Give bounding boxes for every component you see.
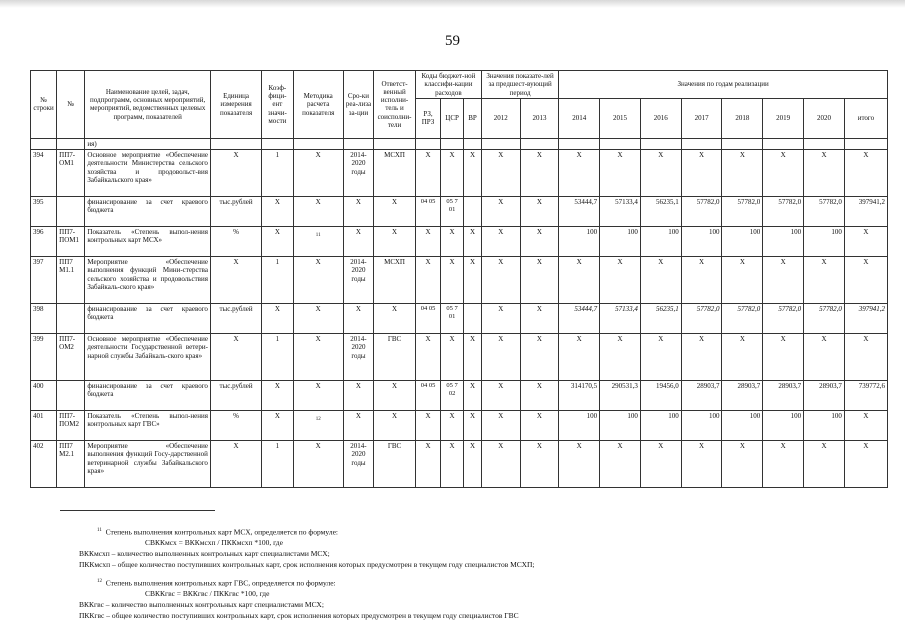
cell-2015: Х (600, 441, 641, 488)
cell-rz: 04 05 (415, 381, 440, 411)
row-code (57, 197, 85, 227)
cell-2016: 56235,1 (640, 304, 681, 334)
cell-vr: Х (464, 150, 482, 197)
cell-2015: Х (600, 257, 641, 304)
cell-vr: Х (464, 257, 482, 304)
row-code (57, 381, 85, 411)
cell-2016: 100 (640, 227, 681, 257)
table-header (31, 71, 888, 139)
table-row (31, 304, 888, 334)
cell-vr: Х (464, 411, 482, 441)
cell-2020: 57782,0 (804, 304, 845, 334)
cell-rz: Х (415, 441, 440, 488)
cell-2017: Х (681, 334, 722, 381)
table-row (31, 257, 888, 304)
footnotes (79, 527, 877, 622)
cell-2019: 57782,0 (763, 304, 804, 334)
cell-2018: 57782,0 (722, 197, 763, 227)
cell-coefficient: Х (262, 411, 293, 441)
cell-coefficient: Х (262, 304, 293, 334)
header-row-number: № строки (31, 71, 57, 139)
cell-2017: 57782,0 (681, 304, 722, 334)
cell-rz: Х (415, 150, 440, 197)
cell-2020: Х (804, 257, 845, 304)
header-year-2020: 2020 (804, 98, 845, 138)
cell-responsible: МСХП (374, 257, 416, 304)
carryover-text: ия) (85, 138, 211, 149)
cell-2015: Х (600, 150, 641, 197)
cell-2016: Х (640, 441, 681, 488)
row-number: 400 (31, 381, 57, 411)
cell-2017: 100 (681, 411, 722, 441)
cell-2016: Х (640, 334, 681, 381)
cell-terms: 2014-2020 годы (343, 150, 373, 197)
cell-2019: Х (763, 257, 804, 304)
cell-terms: Х (343, 197, 373, 227)
cell-2017: 57782,0 (681, 197, 722, 227)
row-code (57, 304, 85, 334)
cell-total: Х (844, 334, 887, 381)
row-number: 394 (31, 150, 57, 197)
row-name: финансирование за счет краевого бюджета (85, 197, 211, 227)
cell-2013: Х (520, 411, 559, 441)
cell-2016: 100 (640, 411, 681, 441)
footnote-12-def-2: ПККгвс – общее количество поступивших контрольных карт, срок исполнения которых предусмотрен в текущем году специалистов ГВС (79, 611, 519, 621)
cell-vr: Х (464, 334, 482, 381)
cell-unit: тыс.рублей (210, 381, 261, 411)
cell-2014: Х (559, 257, 600, 304)
header-rz: РЗ, ПРЗ (415, 98, 440, 138)
footnote-ref-11: 11 (315, 233, 321, 238)
cell-unit: Х (210, 441, 261, 488)
cell-method: Х (293, 197, 343, 227)
footnote-separator (60, 510, 215, 511)
cell-vr: Х (464, 381, 482, 411)
cell-terms: 2014-2020 годы (343, 334, 373, 381)
cell-method (293, 411, 343, 441)
cell-terms: Х (343, 304, 373, 334)
cell-responsible: Х (374, 381, 416, 411)
cell-2013: Х (520, 197, 559, 227)
cell-2018: 100 (722, 411, 763, 441)
cell-total: 739772,6 (844, 381, 887, 411)
cell-2018: Х (722, 150, 763, 197)
row-number: 396 (31, 227, 57, 257)
cell-coefficient: 1 (262, 441, 293, 488)
cell-responsible: Х (374, 304, 416, 334)
cell-csr: Х (441, 150, 464, 197)
cell-total: 397941,2 (844, 304, 887, 334)
header-previous-period: Значения показате-лей за предшест-вующий период (481, 71, 558, 99)
cell-rz: Х (415, 257, 440, 304)
cell-2020: 100 (804, 411, 845, 441)
cell-terms: Х (343, 411, 373, 441)
cell-2020: Х (804, 150, 845, 197)
cell-2014: Х (559, 334, 600, 381)
cell-2012: Х (481, 197, 520, 227)
footnote-12-mark: 12 (97, 579, 102, 584)
cell-terms: 2014-2020 годы (343, 441, 373, 488)
row-name: Мероприятие «Обеспечение выполнения функций Мини-стерства сельского хозяйства и продовольствия Забайкаль-ского края» (85, 257, 211, 304)
header-method: Методика расчета показателя (293, 71, 343, 139)
cell-responsible: Х (374, 227, 416, 257)
footnote-12-def-1: ВККгвс – количество выполненных контрольных карт специалистами МСХ; (79, 600, 324, 610)
cell-unit: Х (210, 150, 261, 197)
footnote-11-def-1: ВККмсхп – количество выполненных контрольных карт специалистами МСХ; (79, 549, 330, 559)
row-name: Показатель «Степень выпол-нения контрольных карт ГВС» (85, 411, 211, 441)
cell-responsible: Х (374, 197, 416, 227)
table-row (31, 227, 888, 257)
cell-2019: 100 (763, 411, 804, 441)
cell-coefficient: 1 (262, 334, 293, 381)
cell-2020: Х (804, 441, 845, 488)
cell-2017: 28903,7 (681, 381, 722, 411)
page-number: 59 (445, 33, 460, 49)
cell-rz: Х (415, 334, 440, 381)
cell-2018: Х (722, 257, 763, 304)
cell-method: Х (293, 304, 343, 334)
row-name: Основное мероприятие «Обеспечение деятельности Государственной ветери-нарной службы Забайкаль-ского края» (85, 334, 211, 381)
header-year-2018: 2018 (722, 98, 763, 138)
row-number: 395 (31, 197, 57, 227)
header-total: итого (844, 98, 887, 138)
footnote-11-title (97, 527, 877, 538)
cell-method: Х (293, 381, 343, 411)
header-name: Наименование целей, задач, подпрограмм, основных мероприятий, мероприятий, ведомственных целевых программ, показателей (85, 71, 211, 139)
cell-2016: Х (640, 257, 681, 304)
cell-csr: Х (441, 227, 464, 257)
cell-2020: Х (804, 334, 845, 381)
row-name: финансирование за счет краевого бюджета (85, 381, 211, 411)
cell-coefficient: 1 (262, 150, 293, 197)
cell-2019: Х (763, 441, 804, 488)
cell-unit: Х (210, 257, 261, 304)
program-indicators-table (30, 70, 888, 488)
cell-2018: 57782,0 (722, 304, 763, 334)
table-row-carryover (31, 138, 888, 149)
cell-responsible: МСХП (374, 150, 416, 197)
cell-2012: Х (481, 257, 520, 304)
cell-2014: 100 (559, 411, 600, 441)
cell-2015: Х (600, 334, 641, 381)
cell-csr: Х (441, 411, 464, 441)
cell-2015: 100 (600, 411, 641, 441)
header-year-2017: 2017 (681, 98, 722, 138)
cell-2012: Х (481, 150, 520, 197)
header-terms: Сро-ки реа-лиза за-ции (343, 71, 373, 139)
cell-2013: Х (520, 150, 559, 197)
cell-csr: 05 7 01 (441, 197, 464, 227)
cell-rz: 04 05 (415, 197, 440, 227)
cell-method: Х (293, 150, 343, 197)
row-name: Показатель «Степень выпол-нения контрольных карт МСХ» (85, 227, 211, 257)
cell-method: Х (293, 257, 343, 304)
cell-2012: Х (481, 334, 520, 381)
cell-unit: % (210, 411, 261, 441)
footnote-ref-12: 12 (315, 417, 321, 422)
header-responsible: Ответст-венный исполни-тель и соисполни-тели (374, 71, 416, 139)
cell-2019: Х (763, 334, 804, 381)
cell-2018: 100 (722, 227, 763, 257)
cell-terms: 2014-2020 годы (343, 257, 373, 304)
cell-vr: Х (464, 227, 482, 257)
cell-2020: 57782,0 (804, 197, 845, 227)
cell-2017: 100 (681, 227, 722, 257)
footnote-11-def-2: ПККмсхп – общее количество поступивших контрольных карт, срок исполнения которых предусмотрен в текущем году специалистов МСХП; (79, 560, 535, 570)
cell-2016: 19456,0 (640, 381, 681, 411)
cell-2012: Х (481, 441, 520, 488)
cell-2012: Х (481, 227, 520, 257)
footnote-11-text: Степень выполнения контрольных карт МСХ, определяется по формуле: (105, 527, 339, 537)
cell-rz: Х (415, 227, 440, 257)
header-year-2014: 2014 (559, 98, 600, 138)
cell-2013: Х (520, 381, 559, 411)
table-row (31, 441, 888, 488)
cell-coefficient: Х (262, 197, 293, 227)
cell-coefficient: Х (262, 381, 293, 411)
cell-2013: Х (520, 334, 559, 381)
row-number: 402 (31, 441, 57, 488)
cell-coefficient: 1 (262, 257, 293, 304)
cell-2015: 290531,3 (600, 381, 641, 411)
cell-terms: Х (343, 381, 373, 411)
cell-csr: 05 7 01 (441, 304, 464, 334)
cell-2014: Х (559, 150, 600, 197)
cell-vr: Х (464, 441, 482, 488)
row-code: ПП7-ОМ1 (57, 150, 85, 197)
row-name: финансирование за счет краевого бюджета (85, 304, 211, 334)
cell-total: Х (844, 411, 887, 441)
cell-2015: 57133,4 (600, 304, 641, 334)
cell-rz: Х (415, 411, 440, 441)
row-code: ПП7 М2.1 (57, 441, 85, 488)
header-coefficient: Коэф-фици-ент значи-мости (262, 71, 293, 139)
table-row (31, 334, 888, 381)
cell-coefficient: Х (262, 227, 293, 257)
cell-responsible: ГВС (374, 334, 416, 381)
row-code: ПП7 М1.1 (57, 257, 85, 304)
cell-csr: 05 7 02 (441, 381, 464, 411)
cell-unit: Х (210, 334, 261, 381)
cell-2019: Х (763, 150, 804, 197)
table-row (31, 381, 888, 411)
cell-method (293, 227, 343, 257)
cell-total: Х (844, 150, 887, 197)
cell-2014: 53444,7 (559, 304, 600, 334)
row-number: 399 (31, 334, 57, 381)
cell-2018: Х (722, 441, 763, 488)
cell-2019: 100 (763, 227, 804, 257)
table-body (31, 138, 888, 487)
table-row (31, 411, 888, 441)
table-row (31, 197, 888, 227)
header-unit: Единица измерения показателя (210, 71, 261, 139)
cell-unit: тыс.рублей (210, 304, 261, 334)
header-year-2016: 2016 (640, 98, 681, 138)
cell-2013: Х (520, 441, 559, 488)
cell-vr (464, 197, 482, 227)
footnote-11-mark: 11 (97, 528, 102, 533)
cell-total: Х (844, 441, 887, 488)
cell-terms: Х (343, 227, 373, 257)
cell-2012: Х (481, 411, 520, 441)
cell-unit: тыс.рублей (210, 197, 261, 227)
cell-2013: Х (520, 304, 559, 334)
cell-responsible: Х (374, 411, 416, 441)
cell-total: Х (844, 257, 887, 304)
cell-2017: Х (681, 150, 722, 197)
row-code: ПП7-ОМ2 (57, 334, 85, 381)
cell-unit: % (210, 227, 261, 257)
footnote-11-formula: СВККмсх = ВККмсхп / ПККмсхп *100, где (145, 538, 283, 548)
cell-total: Х (844, 227, 887, 257)
cell-2019: 28903,7 (763, 381, 804, 411)
cell-2017: Х (681, 257, 722, 304)
header-year-2013: 2013 (520, 98, 559, 138)
top-shadow (0, 0, 905, 8)
cell-2014: 100 (559, 227, 600, 257)
row-name: Основное мероприятие «Обеспечение деятельности Министерства сельского хозяйства и продовольст-вия Забайкальского края» (85, 150, 211, 197)
cell-2015: 57133,4 (600, 197, 641, 227)
header-years-group: Значения по годам реализации (559, 71, 888, 99)
row-number: 397 (31, 257, 57, 304)
cell-2012: Х (481, 304, 520, 334)
cell-2015: 100 (600, 227, 641, 257)
cell-2016: Х (640, 150, 681, 197)
cell-2014: 314170,5 (559, 381, 600, 411)
cell-2013: Х (520, 257, 559, 304)
cell-method: Х (293, 334, 343, 381)
header-vr: ВР (464, 98, 482, 138)
row-name: Мероприятие «Обеспечение выполнения функций Госу-дарственной ветеринарной службы Забайкальского края» (85, 441, 211, 488)
footnote-12-text: Степень выполнения контрольных карт ГВС, определяется по формуле: (105, 578, 336, 588)
footnote-12-title (97, 578, 877, 589)
cell-2014: Х (559, 441, 600, 488)
cell-2017: Х (681, 441, 722, 488)
header-year-2015: 2015 (600, 98, 641, 138)
cell-rz: 04 05 (415, 304, 440, 334)
header-year-2012: 2012 (481, 98, 520, 138)
footnote-12-formula: СВККгвс = ВККгвс / ПККгвс *100, где (145, 589, 270, 599)
cell-2018: 28903,7 (722, 381, 763, 411)
cell-csr: Х (441, 441, 464, 488)
cell-2016: 56235,1 (640, 197, 681, 227)
cell-2020: 100 (804, 227, 845, 257)
table-row (31, 150, 888, 197)
cell-csr: Х (441, 257, 464, 304)
row-code: ПП7-ПОМ1 (57, 227, 85, 257)
header-csr: ЦСР (441, 98, 464, 138)
row-code: ПП7-ПОМ2 (57, 411, 85, 441)
cell-2018: Х (722, 334, 763, 381)
cell-2013: Х (520, 227, 559, 257)
cell-csr: Х (441, 334, 464, 381)
header-year-2019: 2019 (763, 98, 804, 138)
row-number: 398 (31, 304, 57, 334)
cell-method: Х (293, 441, 343, 488)
cell-2020: 28903,7 (804, 381, 845, 411)
cell-2014: 53444,7 (559, 197, 600, 227)
cell-2019: 57782,0 (763, 197, 804, 227)
cell-vr (464, 304, 482, 334)
cell-2012: Х (481, 381, 520, 411)
cell-total: 397941,2 (844, 197, 887, 227)
cell-responsible: ГВС (374, 441, 416, 488)
row-number: 401 (31, 411, 57, 441)
header-number: № (57, 71, 85, 139)
header-budget-codes: Коды бюджет-ной классифи-кации расходов (415, 71, 481, 99)
